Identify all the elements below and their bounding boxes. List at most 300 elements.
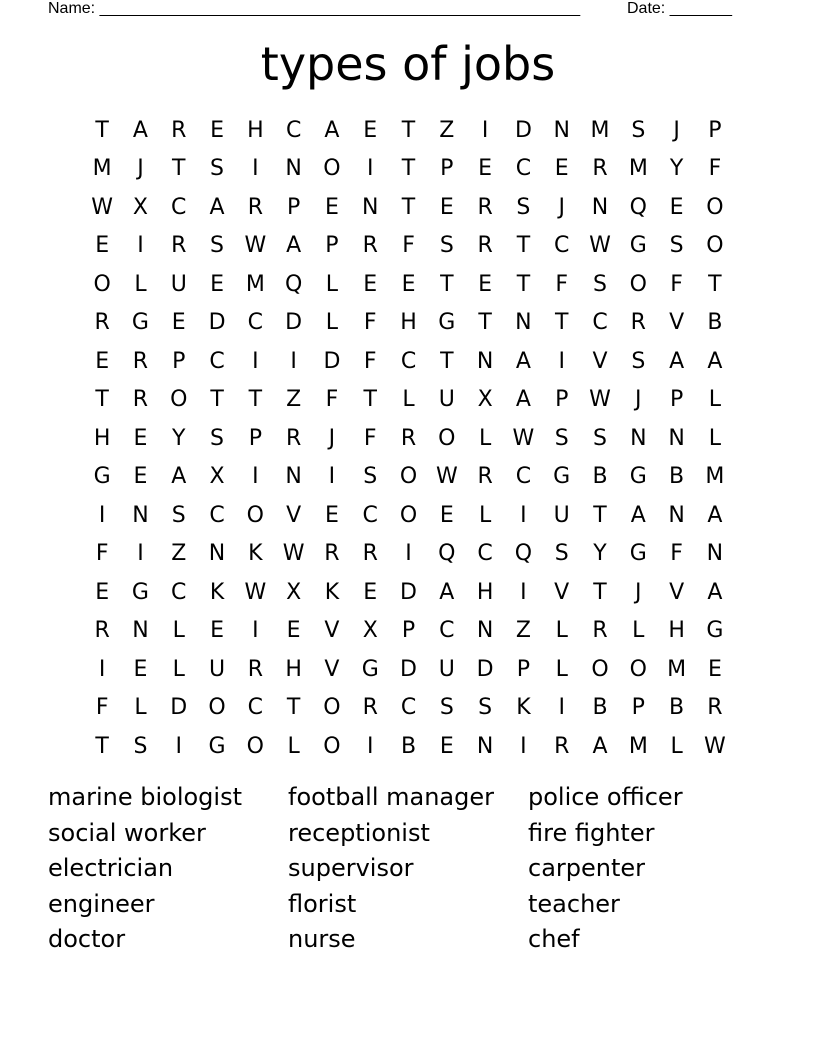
grid-letter[interactable]: S [554, 425, 569, 451]
grid-letter[interactable]: L [632, 618, 645, 644]
grid-letter[interactable]: J [635, 579, 642, 605]
grid-letter[interactable]: V [669, 579, 685, 605]
grid-letter[interactable]: R [324, 541, 340, 567]
grid-letter[interactable]: E [324, 194, 339, 220]
grid-letter[interactable]: P [325, 233, 339, 259]
grid-letter[interactable]: I [137, 541, 144, 567]
grid-letter[interactable]: S [669, 233, 684, 259]
grid-letter[interactable]: L [134, 695, 147, 721]
grid-letter[interactable]: K [324, 579, 340, 605]
grid-letter[interactable]: L [555, 656, 568, 682]
grid-row [83, 689, 734, 728]
grid-letter[interactable]: V [592, 348, 608, 374]
grid-letter[interactable]: R [554, 733, 570, 759]
grid-letter[interactable]: T [210, 387, 224, 413]
grid-letter[interactable]: P [708, 117, 722, 143]
grid-letter[interactable]: O [170, 387, 188, 413]
grid-letter[interactable]: L [555, 618, 568, 644]
grid-letter[interactable]: G [706, 618, 724, 644]
grid-letter[interactable]: E [210, 117, 224, 143]
grid-letter[interactable]: R [362, 233, 378, 259]
grid-letter[interactable]: I [252, 348, 259, 374]
grid-letter[interactable]: E [210, 618, 224, 644]
grid-letter[interactable]: W [282, 541, 305, 567]
grid-letter[interactable]: P [555, 387, 569, 413]
grid-letter[interactable]: S [133, 733, 148, 759]
grid-letter[interactable]: P [286, 194, 301, 220]
grid-letter[interactable]: W [91, 194, 114, 220]
grid-letter[interactable]: L [134, 271, 147, 297]
grid-letter[interactable]: W [589, 233, 611, 259]
grid-letter[interactable]: C [171, 194, 187, 220]
grid-letter[interactable]: K [248, 541, 263, 567]
grid-letter[interactable]: I [252, 464, 259, 490]
grid-letter[interactable]: I [405, 541, 412, 567]
grid-letter[interactable]: P [669, 387, 684, 413]
grid-letter[interactable]: C [209, 502, 225, 528]
page-title: types of jobs [260, 37, 556, 91]
grid-letter[interactable]: C [515, 156, 532, 182]
grid-letter[interactable]: S [554, 541, 569, 567]
grid-letter[interactable]: H [400, 310, 417, 336]
grid-letter[interactable]: M [705, 464, 725, 490]
grid-letter[interactable]: E [439, 194, 454, 220]
grid-letter[interactable]: S [210, 425, 225, 451]
grid-letter[interactable]: C [400, 348, 417, 374]
grid-letter[interactable]: F [325, 387, 339, 413]
grid-letter[interactable]: S [210, 233, 225, 259]
grid-letter[interactable]: N [668, 502, 685, 528]
grid-letter[interactable]: R [592, 156, 608, 182]
grid-letter[interactable]: C [247, 310, 264, 336]
grid-letter[interactable]: Z [171, 541, 187, 567]
grid-letter[interactable]: X [209, 464, 225, 490]
grid-letter[interactable]: T [440, 348, 454, 374]
grid-letter[interactable]: I [558, 695, 565, 721]
grid-letter[interactable]: T [95, 733, 109, 759]
grid-letter[interactable]: P [172, 348, 186, 374]
grid-letter[interactable]: I [98, 502, 106, 528]
grid-letter[interactable]: E [210, 271, 224, 297]
grid-letter[interactable]: N [476, 348, 494, 374]
grid-letter[interactable]: G [93, 464, 111, 490]
grid-letter[interactable]: O [399, 502, 418, 528]
grid-letter[interactable]: F [363, 425, 377, 451]
grid-letter[interactable]: E [286, 618, 301, 644]
grid-letter[interactable]: T [554, 310, 569, 336]
grid-letter[interactable]: D [323, 348, 341, 374]
grid-letter[interactable]: R [707, 695, 723, 721]
grid-letter[interactable]: T [593, 579, 607, 605]
grid-letter[interactable]: I [328, 464, 336, 490]
grid-letter[interactable]: K [209, 579, 225, 605]
grid-letter[interactable]: R [94, 618, 110, 644]
grid-letter[interactable]: F [95, 541, 109, 567]
word-list-item: electrician [48, 854, 174, 882]
grid-letter[interactable]: Q [629, 194, 647, 220]
grid-letter[interactable]: O [438, 425, 456, 451]
grid-letter[interactable]: Q [514, 541, 533, 567]
grid-letter[interactable]: Z [515, 618, 531, 644]
grid-letter[interactable]: B [707, 310, 723, 336]
grid-letter[interactable]: J [673, 117, 680, 143]
grid-letter[interactable]: O [208, 695, 226, 721]
grid-letter[interactable]: S [210, 156, 225, 182]
grid-letter[interactable]: Z [439, 117, 455, 143]
grid-letter[interactable]: G [438, 310, 456, 336]
grid-letter[interactable]: W [512, 425, 535, 451]
grid-letter[interactable]: O [323, 156, 341, 182]
grid-letter[interactable]: H [247, 117, 264, 143]
grid-letter[interactable]: R [94, 310, 110, 336]
grid-letter[interactable]: L [708, 425, 722, 451]
grid-letter[interactable]: C [554, 233, 570, 259]
grid-letter[interactable]: M [245, 271, 265, 297]
grid-letter[interactable]: V [324, 656, 340, 682]
grid-letter[interactable]: T [516, 233, 531, 259]
grid-letter[interactable]: F [555, 271, 569, 297]
grid-letter[interactable]: N [553, 117, 570, 143]
grid-letter[interactable]: L [478, 425, 492, 451]
grid-letter[interactable]: A [630, 502, 646, 528]
word-list-item: doctor [48, 925, 126, 953]
grid-letter[interactable]: R [362, 541, 378, 567]
grid-letter[interactable]: I [252, 156, 259, 182]
grid-letter[interactable]: O [591, 656, 609, 682]
grid-letter[interactable]: N [476, 733, 494, 759]
grid-letter[interactable]: U [438, 387, 455, 413]
grid-letter[interactable]: A [324, 117, 340, 143]
grid-letter[interactable]: Q [284, 271, 303, 297]
grid-letter[interactable]: O [706, 233, 724, 259]
grid-letter[interactable]: M [628, 156, 648, 182]
grid-letter[interactable]: U [553, 502, 570, 528]
grid-letter[interactable]: C [285, 117, 302, 143]
grid-letter[interactable]: I [481, 117, 489, 143]
grid-letter[interactable]: T [248, 387, 263, 413]
grid-letter[interactable]: S [439, 695, 454, 721]
grid-letter[interactable]: R [132, 387, 149, 413]
grid-letter[interactable]: N [630, 425, 647, 451]
grid-letter[interactable]: O [93, 271, 111, 297]
grid-letter[interactable]: S [516, 194, 531, 220]
grid-letter[interactable]: G [131, 310, 149, 336]
grid-letter[interactable]: L [325, 310, 339, 336]
grid-letter[interactable]: X [286, 579, 302, 605]
grid-letter[interactable]: E [171, 310, 186, 336]
grid-letter[interactable]: B [592, 464, 608, 490]
grid-letter[interactable]: C [171, 579, 187, 605]
grid-letter[interactable]: W [244, 233, 267, 259]
grid-letter[interactable]: C [209, 348, 225, 374]
grid-letter[interactable]: C [400, 695, 417, 721]
grid-letter[interactable]: S [593, 271, 607, 297]
grid-letter[interactable]: R [132, 348, 149, 374]
grid-letter[interactable]: F [402, 233, 415, 259]
grid-letter[interactable]: B [592, 695, 608, 721]
grid-letter[interactable]: A [707, 502, 723, 528]
grid-letter[interactable]: Y [593, 541, 607, 567]
grid-letter[interactable]: X [477, 387, 493, 413]
grid-letter[interactable]: E [133, 464, 148, 490]
grid-letter[interactable]: V [324, 618, 340, 644]
grid-letter[interactable]: E [133, 425, 148, 451]
grid-letter[interactable]: I [558, 348, 565, 374]
grid-letter[interactable]: N [285, 156, 302, 182]
grid-letter[interactable]: A [286, 233, 302, 259]
grid-letter[interactable]: A [439, 579, 455, 605]
date-field[interactable]: Date: _______ [627, 0, 732, 17]
grid-letter[interactable]: T [593, 502, 607, 528]
grid-letter[interactable]: J [328, 425, 336, 451]
grid-letter[interactable]: T [401, 117, 416, 143]
grid-letter[interactable]: V [554, 579, 570, 605]
grid-letter[interactable]: C [477, 541, 493, 567]
grid-letter[interactable]: P [631, 695, 645, 721]
grid-letter[interactable]: R [171, 117, 187, 143]
grid-letter[interactable]: N [132, 502, 149, 528]
grid-letter[interactable]: W [244, 579, 267, 605]
grid-letter[interactable]: P [440, 156, 454, 182]
grid-letter[interactable]: N [515, 310, 532, 336]
grid-letter[interactable]: T [401, 194, 416, 220]
grid-letter[interactable]: H [668, 618, 685, 644]
grid-letter[interactable]: G [131, 579, 149, 605]
grid-letter[interactable]: R [362, 695, 378, 721]
grid-letter[interactable]: T [440, 271, 454, 297]
grid-letter[interactable]: Z [286, 387, 302, 413]
grid-letter[interactable]: T [401, 156, 416, 182]
grid-letter[interactable]: J [137, 156, 144, 182]
grid-letter[interactable]: I [366, 156, 374, 182]
grid-letter[interactable]: I [137, 233, 144, 259]
grid-letter[interactable]: T [708, 271, 722, 297]
grid-letter[interactable]: E [95, 233, 110, 259]
grid-letter[interactable]: O [399, 464, 418, 490]
grid-letter[interactable]: N [476, 618, 494, 644]
grid-letter[interactable]: N [285, 464, 302, 490]
grid-letter[interactable]: N [591, 194, 609, 220]
grid-letter[interactable]: G [553, 464, 571, 490]
grid-letter[interactable]: L [172, 618, 185, 644]
grid-letter[interactable]: O [629, 656, 647, 682]
grid-letter[interactable]: T [363, 387, 377, 413]
grid-letter[interactable]: T [95, 387, 109, 413]
letter-grid[interactable] [83, 111, 734, 766]
grid-letter[interactable]: R [247, 194, 263, 220]
grid-letter[interactable]: M [667, 656, 687, 682]
grid-letter[interactable]: L [325, 271, 339, 297]
grid-letter[interactable]: D [400, 579, 417, 605]
grid-letter[interactable]: S [593, 425, 607, 451]
grid-letter[interactable]: C [247, 695, 264, 721]
grid-letter[interactable]: A [669, 348, 685, 374]
grid-letter[interactable]: F [708, 156, 722, 182]
grid-letter[interactable]: L [287, 733, 300, 759]
grid-letter[interactable]: V [286, 502, 302, 528]
grid-letter[interactable]: C [362, 502, 378, 528]
grid-letter[interactable]: O [323, 695, 341, 721]
grid-letter[interactable]: R [285, 425, 302, 451]
grid-letter[interactable]: U [170, 271, 187, 297]
grid-letter[interactable]: E [669, 194, 684, 220]
grid-letter[interactable]: F [363, 310, 377, 336]
grid-letter[interactable]: B [669, 695, 685, 721]
grid-letter[interactable]: L [478, 502, 492, 528]
worksheet-header [48, 0, 748, 20]
grid-letter[interactable]: R [630, 310, 646, 336]
grid-letter[interactable]: L [402, 387, 415, 413]
grid-letter[interactable]: E [363, 579, 378, 605]
grid-letter[interactable]: A [515, 387, 531, 413]
grid-letter[interactable]: G [629, 233, 647, 259]
grid-letter[interactable]: O [629, 271, 647, 297]
grid-letter[interactable]: E [133, 656, 148, 682]
grid-letter[interactable]: C [592, 310, 608, 336]
grid-letter[interactable]: A [707, 348, 723, 374]
grid-letter[interactable]: T [516, 271, 531, 297]
grid-row [83, 727, 734, 766]
grid-letter[interactable]: P [401, 618, 416, 644]
grid-letter[interactable]: M [590, 117, 610, 143]
grid-letter[interactable]: L [172, 656, 185, 682]
grid-letter[interactable]: T [478, 310, 492, 336]
grid-letter[interactable]: A [515, 348, 531, 374]
grid-letter[interactable]: V [669, 310, 685, 336]
grid-letter[interactable]: O [323, 733, 341, 759]
grid-letter[interactable]: I [520, 502, 527, 528]
grid-letter[interactable]: N [668, 425, 685, 451]
grid-letter[interactable]: E [363, 117, 378, 143]
grid-letter[interactable]: L [670, 733, 683, 759]
grid-letter[interactable]: E [707, 656, 722, 682]
grid-letter[interactable]: R [477, 233, 493, 259]
grid-letter[interactable]: L [708, 387, 722, 413]
grid-letter[interactable]: H [285, 656, 302, 682]
grid-letter[interactable]: A [171, 464, 187, 490]
grid-letter[interactable]: C [439, 618, 455, 644]
grid-letter[interactable]: X [132, 194, 148, 220]
grid-letter[interactable]: R [400, 425, 417, 451]
grid-letter[interactable]: N [361, 194, 379, 220]
grid-letter[interactable]: K [516, 695, 531, 721]
grid-letter[interactable]: I [175, 733, 182, 759]
grid-letter[interactable]: A [209, 194, 225, 220]
grid-letter[interactable]: G [361, 656, 379, 682]
grid-letter[interactable]: E [478, 271, 493, 297]
grid-letter[interactable]: W [435, 464, 458, 490]
grid-letter[interactable]: G [208, 733, 226, 759]
grid-letter[interactable]: S [631, 348, 646, 374]
grid-letter[interactable]: H [476, 579, 494, 605]
grid-letter[interactable]: P [248, 425, 262, 451]
grid-letter[interactable]: N [208, 541, 226, 567]
grid-letter[interactable]: N [132, 618, 149, 644]
grid-letter[interactable]: O [706, 194, 724, 220]
grid-row [83, 342, 734, 381]
grid-letter[interactable]: T [286, 695, 301, 721]
grid-letter[interactable]: Y [669, 156, 684, 182]
grid-letter[interactable]: I [98, 656, 106, 682]
grid-letter[interactable]: E [95, 348, 110, 374]
grid-letter[interactable]: S [478, 695, 493, 721]
grid-letter[interactable]: G [629, 464, 647, 490]
grid-letter[interactable]: D [285, 310, 303, 336]
name-field[interactable]: Name: ______________________________________________________ [48, 0, 581, 17]
grid-letter[interactable]: R [171, 233, 187, 259]
grid-letter[interactable]: B [400, 733, 417, 759]
grid-letter[interactable]: R [477, 194, 493, 220]
grid-letter[interactable]: R [592, 618, 608, 644]
grid-letter[interactable]: I [520, 579, 527, 605]
grid-letter[interactable]: I [366, 733, 374, 759]
grid-letter[interactable]: S [171, 502, 186, 528]
grid-letter[interactable]: T [95, 117, 109, 143]
grid-letter[interactable]: C [515, 464, 532, 490]
grid-letter[interactable]: Y [172, 425, 186, 451]
grid-letter[interactable]: I [520, 733, 527, 759]
grid-letter[interactable]: O [246, 502, 264, 528]
grid-letter[interactable]: S [363, 464, 378, 490]
grid-letter[interactable]: O [246, 733, 264, 759]
grid-letter[interactable]: W [704, 733, 726, 759]
grid-letter[interactable]: R [247, 656, 263, 682]
grid-letter[interactable]: W [589, 387, 611, 413]
grid-letter[interactable]: M [628, 733, 648, 759]
grid-letter[interactable]: F [95, 695, 109, 721]
grid-letter[interactable]: P [516, 656, 531, 682]
word-list-item: chef [528, 925, 580, 953]
grid-letter[interactable]: U [438, 656, 455, 682]
grid-letter[interactable]: E [478, 156, 493, 182]
grid-letter[interactable]: I [290, 348, 297, 374]
grid-letter[interactable]: S [631, 117, 646, 143]
grid-letter[interactable]: E [324, 502, 339, 528]
grid-letter[interactable]: A [592, 733, 608, 759]
grid-letter[interactable]: X [362, 618, 378, 644]
grid-letter[interactable]: E [439, 502, 454, 528]
grid-letter[interactable]: D [170, 695, 188, 721]
grid-letter[interactable]: F [670, 541, 683, 567]
grid-letter[interactable]: F [670, 271, 683, 297]
grid-letter[interactable]: E [363, 271, 378, 297]
grid-letter[interactable]: M [92, 156, 112, 182]
grid-letter[interactable]: F [363, 348, 377, 374]
grid-letter[interactable]: E [401, 271, 416, 297]
grid-letter[interactable]: Q [438, 541, 456, 567]
grid-letter[interactable]: D [400, 656, 417, 682]
grid-letter[interactable]: D [514, 117, 532, 143]
grid-letter[interactable]: U [208, 656, 226, 682]
grid-letter[interactable]: N [706, 541, 724, 567]
grid-letter[interactable]: A [132, 117, 148, 143]
grid-letter[interactable]: I [252, 618, 259, 644]
grid-letter[interactable]: E [439, 733, 454, 759]
grid-letter[interactable]: B [669, 464, 685, 490]
grid-letter[interactable]: E [554, 156, 569, 182]
grid-letter[interactable]: E [95, 579, 110, 605]
grid-letter[interactable]: A [707, 579, 723, 605]
grid-letter[interactable]: D [208, 310, 226, 336]
grid-letter[interactable]: J [558, 194, 565, 220]
grid-letter[interactable]: H [93, 425, 111, 451]
grid-letter[interactable]: R [477, 464, 493, 490]
grid-letter[interactable]: G [629, 541, 647, 567]
grid-letter[interactable]: J [635, 387, 642, 413]
grid-letter[interactable]: S [439, 233, 454, 259]
grid-letter[interactable]: T [172, 156, 186, 182]
grid-letter[interactable]: D [476, 656, 494, 682]
